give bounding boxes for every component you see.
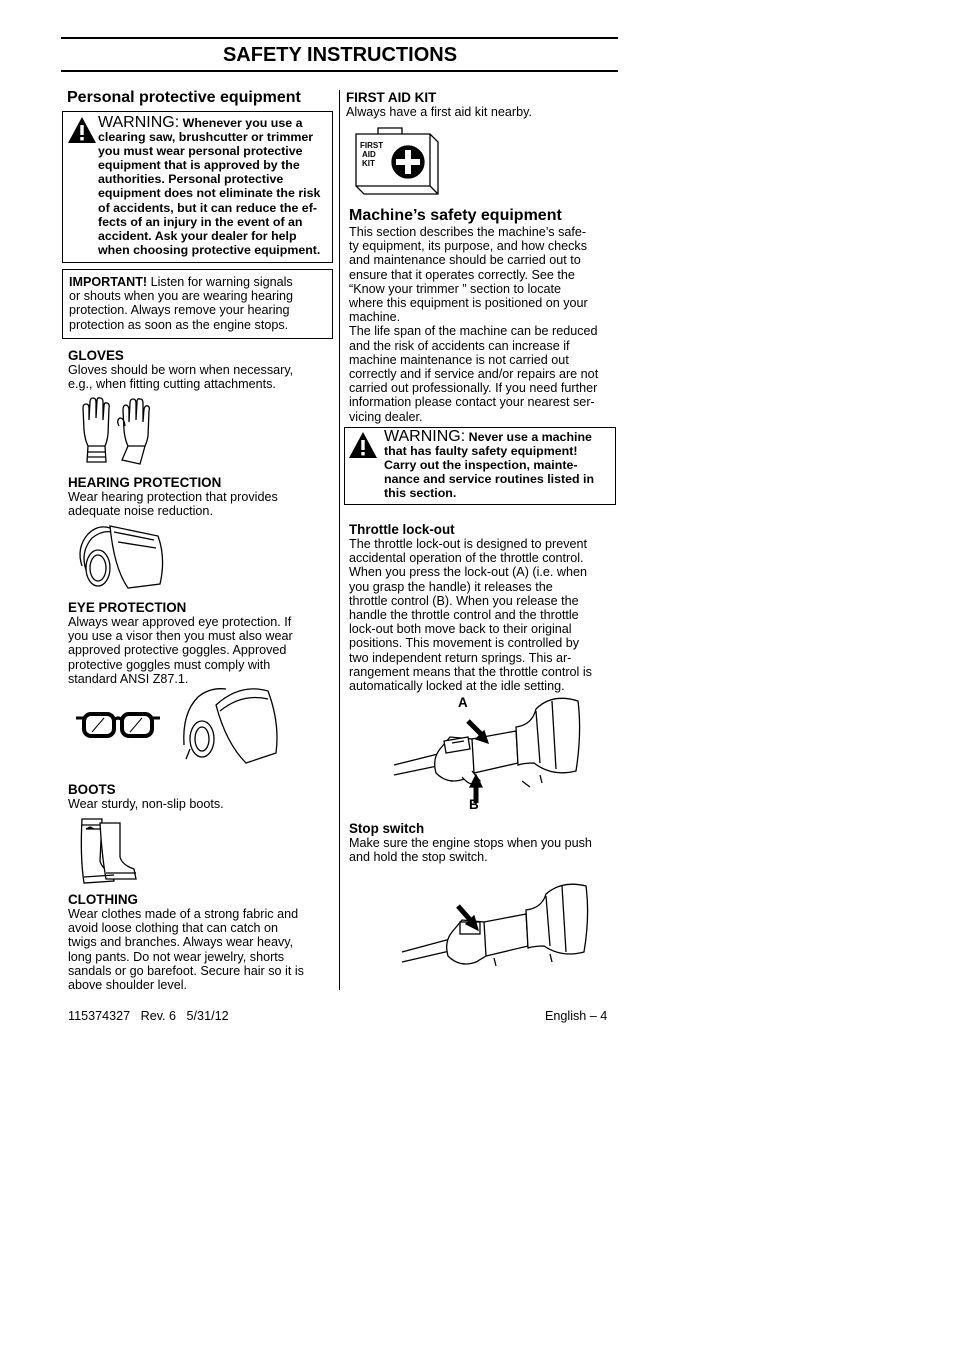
warning-text-line: that has faulty safety equipment! [384,444,578,459]
throttle-text-line: rangement means that the throttle control is [349,664,592,679]
machine-text-line: “Know your trimmer ” section to locate [349,281,562,296]
goggles-illustration [74,708,164,744]
throttle-text-line: positions. This movement is controlled by [349,636,580,651]
boots-text-line: Wear sturdy, non-slip boots. [68,797,224,811]
important-text-line: Listen for warning signals [150,275,293,289]
stop-switch-text-line: and hold the stop switch. [349,850,488,865]
machine-text-line: vicing dealer. [349,409,423,424]
warning-box-machine [344,427,616,505]
warning-text-line: clearing saw, brushcutter or trimmer [98,130,314,145]
machine-text-line: and maintenance should be carried out to [349,253,581,268]
important-text-line: protection. Always remove your hearing [69,303,290,318]
throttle-section [349,522,617,693]
hearing-text-line: adequate noise reduction. [68,504,213,519]
clothing-text-line: long pants. Do not wear jewelry, shorts [68,949,285,964]
machine-safety-title: Machine’s safety equipment [349,207,562,224]
clothing-title: CLOTHING [68,892,138,907]
warning-text-line: this section. [384,486,457,501]
gloves-section [68,348,333,391]
machine-text-line: machine. [349,310,401,325]
warning-word: WARNING: [98,114,180,131]
warning-text-line: when choosing protective equipment. [98,242,321,257]
warning-triangle-icon [348,431,378,464]
warning-text-line: Never use a machine [468,430,592,444]
warning-text-line: of accidents, but it can reduce the ef- [98,200,317,215]
throttle-text-line: you grasp the handle) it releases the [349,579,553,594]
stop-switch-section [349,821,617,864]
machine-text-line: This section describes the machine’s safe- [349,225,587,239]
warning-word: WARNING: [384,428,466,445]
throttle-text-line: throttle control (B). When you release the [349,593,579,608]
warning-text-line: equipment does not eliminate the risk [98,186,321,201]
machine-text-line: ty equipment, its purpose, and how checks [349,239,588,254]
clothing-text-line: sandals or go barefoot. Secure hair so it is [68,963,304,978]
gloves-title: GLOVES [68,348,124,363]
kit-label-line: FIRST [360,141,384,150]
warning-text-line: fects of an injury in the event of an [98,214,303,229]
stop-switch-title: Stop switch [349,821,425,836]
hearing-protection-illustration [74,518,166,592]
boots-illustration [78,817,140,887]
machine-text-line: information please contact your nearest ser- [349,395,595,410]
warning-text-line: Carry out the inspection, mainte- [384,458,578,473]
throttle-text-line: handle the throttle control and the throttle [349,608,579,623]
throttle-text-line: two independent return springs. This ar- [349,650,572,665]
footer-doc-id: 115374327 Rev. 6 5/31/12 [68,1009,229,1023]
boots-title: BOOTS [68,782,116,797]
gloves-text-line: Gloves should be worn when necessary, [68,363,294,377]
first-aid-title: FIRST AID KIT [346,90,437,105]
eye-text-line: standard ANSI Z87.1. [68,671,189,686]
clothing-text-line: Wear clothes made of a strong fabric and [68,907,299,921]
hearing-title: HEARING PROTECTION [68,475,222,490]
visor-illustration [180,683,284,767]
important-text-line: protection as soon as the engine stops. [69,317,289,332]
footer-page-number: English – 4 [545,1009,608,1023]
eye-text-line: protective goggles must comply with [68,657,271,672]
clothing-text-line: avoid loose clothing that can catch on [68,921,279,936]
throttle-text-line: automatically locked at the idle setting. [349,679,565,694]
first-aid-text-line: Always have a first aid kit nearby. [346,105,532,119]
clothing-section [68,892,333,992]
clothing-text-line: above shoulder level. [68,978,188,993]
boots-section [68,782,333,811]
throttle-title: Throttle lock-out [349,522,455,537]
stop-switch-text-line: Make sure the engine stops when you push [349,836,592,850]
eye-section [68,600,333,686]
machine-text-line: where this equipment is positioned on your [349,296,588,311]
warning-text-line: nance and service routines listed in [384,472,595,487]
section-title-ppe: Personal protective equipment [67,89,301,106]
label-a: A [458,695,468,710]
important-text-line: or shouts when you are wearing hearing [69,289,294,304]
eye-text-line: Always wear approved eye protection. If [68,615,292,629]
machine-text-line: machine maintenance is not carried out [349,352,569,367]
machine-text-line: correctly and if service and/or repairs are not [349,367,599,382]
important-box [62,269,333,339]
first-aid-kit-illustration [354,124,442,196]
eye-title: EYE PROTECTION [68,600,187,615]
page-title: SAFETY INSTRUCTIONS [222,44,458,66]
machine-text-line: ensure that it operates correctly. See the [349,267,575,282]
machine-text-line: carried out professionally. If you need further [349,381,598,396]
warning-text-line: you must wear personal protective [98,144,303,159]
throttle-text-line: When you press the lock-out (A) (i.e. when [349,565,587,580]
throttle-text-line: accidental operation of the throttle control. [349,551,584,566]
important-label: IMPORTANT! [69,275,148,289]
warning-text-line: accident. Ask your dealer for help [98,228,297,243]
gloves-text-line: e.g., when fitting cutting attachments. [68,377,276,392]
kit-label-line: AID [362,150,376,159]
throttle-lockout-illustration [392,693,582,815]
machine-safety-section [349,207,617,424]
machine-text-line: and the risk of accidents can increase if [349,338,570,353]
clothing-text-line: twigs and branches. Always wear heavy, [68,935,294,950]
machine-text-line: The life span of the machine can be reduced [349,324,598,339]
warning-box-ppe [62,111,333,263]
hearing-section [68,475,333,518]
eye-text-line: approved protective goggles. Approved [68,643,287,658]
throttle-text-line: lock-out both move back to their original [349,622,572,637]
label-b: B [469,797,479,812]
throttle-text-line: The throttle lock-out is designed to prevent [349,537,588,551]
gloves-illustration [78,396,154,466]
warning-text-line: Whenever you use a [182,116,303,130]
stop-switch-illustration [400,880,590,972]
hearing-text-line: Wear hearing protection that provides [68,490,278,504]
eye-text-line: you use a visor then you must also wear [68,629,293,644]
warning-text-line: equipment that is approved by the [98,158,300,173]
kit-label-line: KIT [362,159,375,168]
warning-text-line: authorities. Personal protective [98,172,284,187]
first-aid-section [346,90,616,119]
warning-triangle-icon [67,116,97,149]
